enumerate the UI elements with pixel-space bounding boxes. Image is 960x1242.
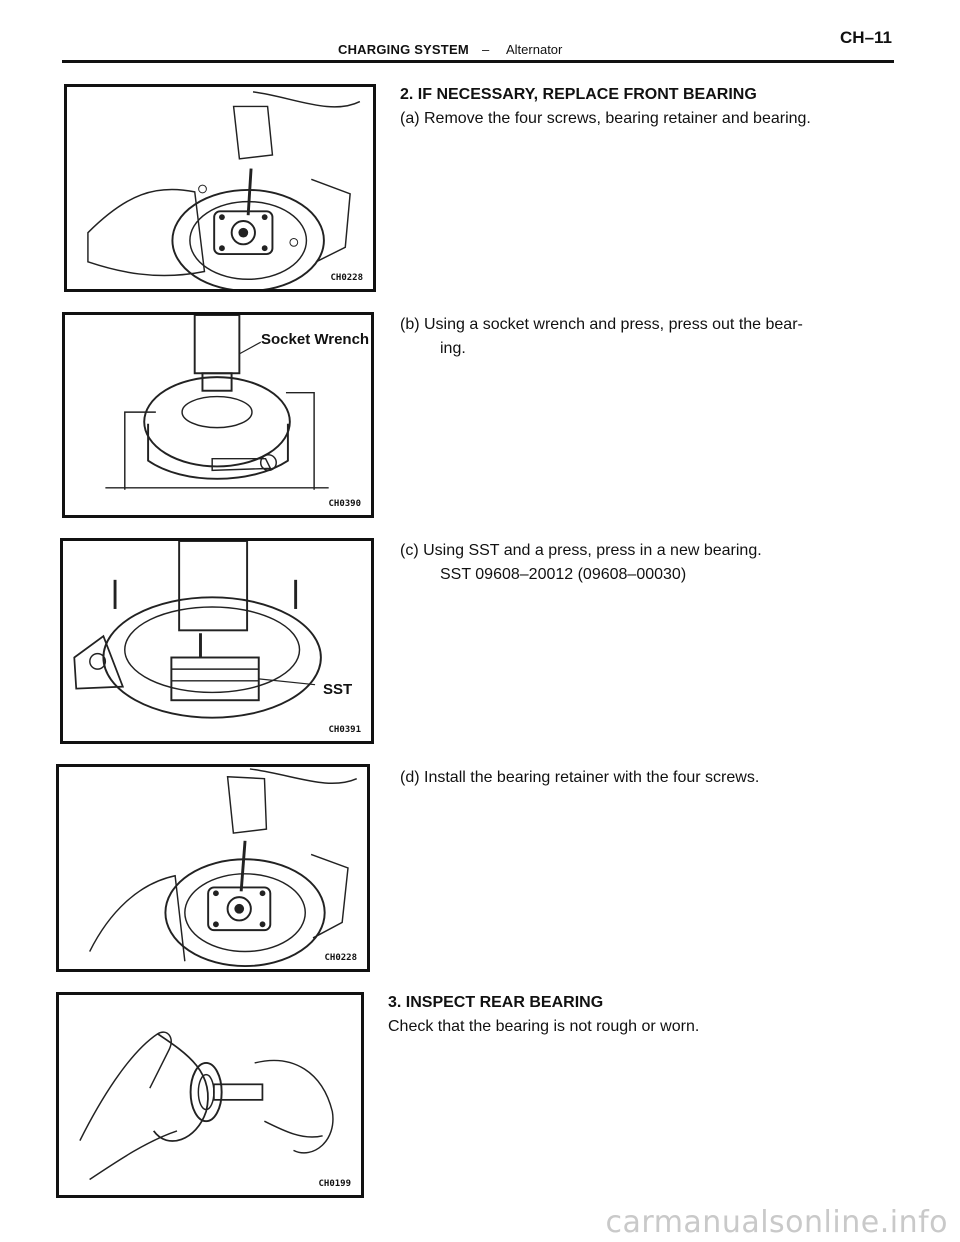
illustration-screwdriver-bearing-retainer — [67, 87, 373, 289]
figure-code: CH0391 — [328, 725, 361, 735]
step-2c-line-1: (c) Using SST and a press, press in a new bearing. — [400, 542, 762, 559]
figure-inspect-rear-bearing — [56, 992, 364, 1198]
callout-sst: SST — [323, 681, 353, 698]
step-3-text: Check that the bearing is not rough or worn. — [388, 1018, 700, 1035]
step-2d-text: (d) Install the bearing retainer with the four screws. — [400, 769, 760, 786]
illustration-screwdriver-install-retainer — [59, 767, 367, 969]
figure-code: CH0199 — [318, 1179, 351, 1189]
page-header — [0, 0, 960, 64]
illustration-hands-rotating-bearing — [59, 995, 361, 1195]
figure-code: CH0228 — [324, 953, 357, 963]
header-divider — [62, 60, 894, 63]
step-2b-line-1: (b) Using a socket wrench and press, press out the bear- — [400, 316, 803, 333]
callout-socket-wrench: Socket Wrench — [261, 331, 370, 348]
step-3-block — [388, 991, 699, 1039]
figure-press-out-bearing — [62, 312, 374, 518]
step-2c-block — [400, 539, 762, 587]
watermark: carmanualsonline.info — [605, 1205, 948, 1240]
step-2c-sst-number: SST 09608–20012 (09608–00030) — [440, 566, 687, 583]
figure-press-in-bearing — [60, 538, 374, 744]
figure-code: CH0390 — [328, 499, 361, 509]
page-number: CH–11 — [840, 28, 892, 47]
figure-install-retainer — [56, 764, 370, 972]
figure-code: CH0228 — [330, 273, 363, 283]
header-section-title: CHARGING SYSTEM — [338, 42, 469, 57]
step-2b-line-2: ing. — [440, 340, 466, 357]
step-3-heading: 3. INSPECT REAR BEARING — [388, 994, 604, 1011]
header-separator: – — [482, 42, 490, 57]
step-2a-text: (a) Remove the four screws, bearing retainer and bearing. — [400, 110, 811, 127]
illustration-sst-press — [63, 541, 371, 741]
step-2-block — [400, 83, 811, 131]
header-subsection-title: Alternator — [506, 42, 563, 57]
figure-remove-screws — [64, 84, 376, 292]
step-2b-block — [400, 313, 803, 361]
step-2-heading: 2. IF NECESSARY, REPLACE FRONT BEARING — [400, 86, 757, 103]
step-2d-block — [400, 766, 759, 790]
